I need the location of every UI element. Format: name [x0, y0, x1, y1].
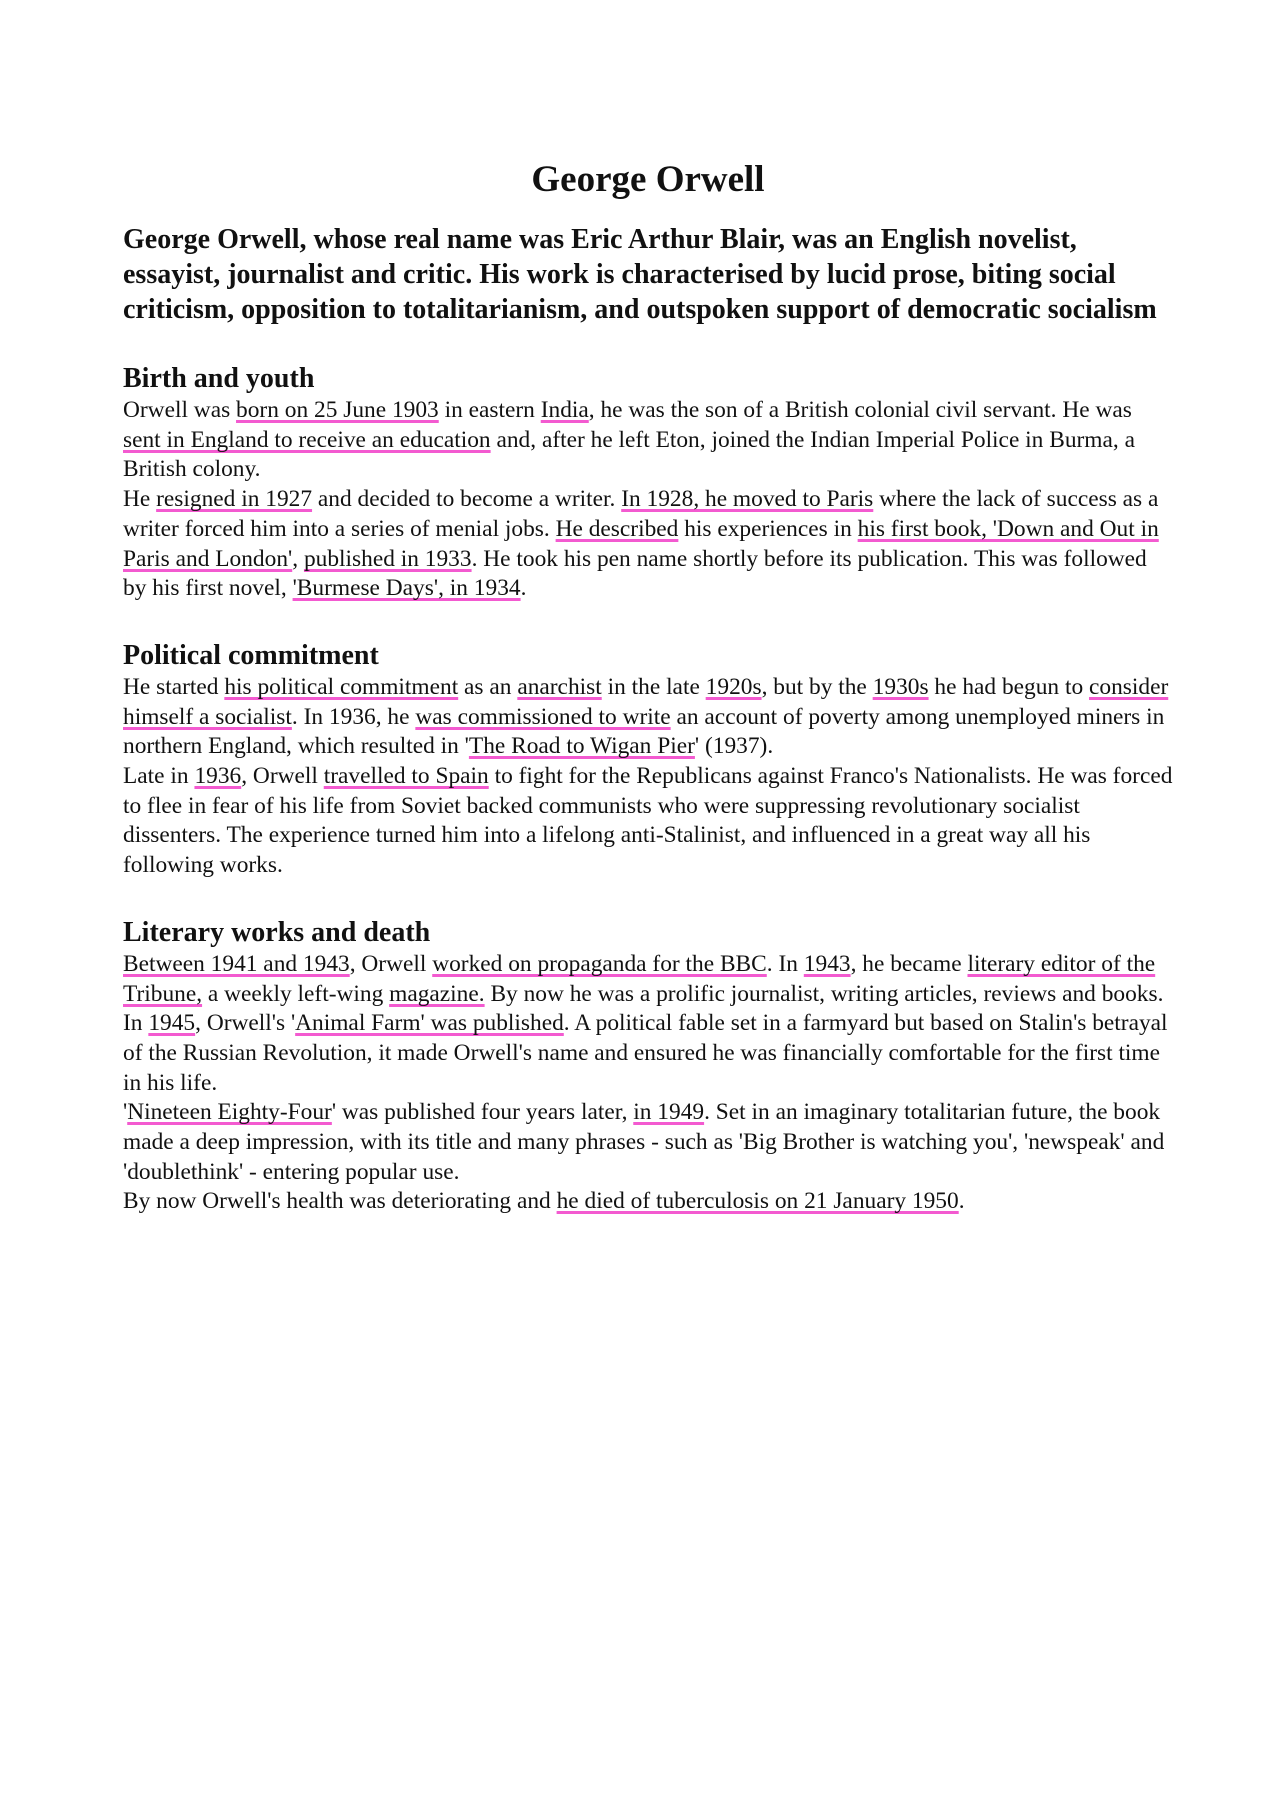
highlighted-phrase: resigned in 1927	[156, 486, 313, 513]
text-run: in the late	[601, 673, 706, 700]
text-run: , Orwell	[349, 950, 433, 977]
body-paragraph	[123, 1187, 1173, 1217]
highlighted-phrase: anarchist	[517, 673, 602, 700]
highlighted-phrase: Animal Farm' was published	[295, 1010, 564, 1037]
highlighted-phrase: his political commitment	[224, 673, 459, 700]
text-run: . A political fable set in a farmyard but based on Stalin's betrayal of the Russian Revolution, it made Orwell's name and ensured he was financially comfortable for the first time in his life.	[123, 1010, 1168, 1096]
text-run: ' (1937).	[694, 733, 774, 760]
document-page	[123, 150, 1173, 1217]
section-heading: Birth and youth	[123, 363, 315, 394]
highlighted-phrase: 'Burmese Days', in 1934	[292, 575, 521, 602]
text-run: . In 1936, he	[291, 703, 416, 730]
section	[123, 915, 1173, 1217]
highlighted-phrase: travelled to Spain	[323, 763, 489, 790]
highlighted-phrase: Between 1941 and 1943	[123, 950, 350, 977]
text-run: he had begun to	[928, 673, 1090, 700]
body-paragraph	[123, 1009, 1173, 1098]
text-run: ' was published four years later,	[331, 1099, 634, 1126]
body-paragraph	[123, 673, 1173, 762]
highlighted-phrase: worked on propaganda for the BBC	[432, 950, 767, 977]
highlighted-phrase: He described	[555, 515, 679, 542]
text-run: , Orwell's '	[195, 1010, 296, 1037]
section-heading: Political commitment	[123, 639, 379, 671]
text-run: , Orwell	[241, 763, 324, 790]
highlighted-phrase: sent in England to receive an education	[123, 426, 491, 453]
highlighted-phrase: magazine.	[389, 980, 485, 1007]
text-run: . He took his pen name shortly before its publication. This was followed by his first novel,	[123, 545, 1147, 602]
highlighted-phrase: 1936	[194, 763, 242, 790]
text-run: .	[520, 575, 527, 602]
page-title: George Orwell	[531, 159, 765, 200]
highlighted-phrase: 1930s	[872, 673, 929, 700]
body-paragraph	[123, 396, 1173, 485]
body-paragraph	[123, 1098, 1173, 1187]
text-run: in eastern	[438, 397, 541, 423]
sections-container	[123, 361, 1173, 1217]
text-run: He started	[123, 673, 225, 700]
text-run: Orwell was	[123, 397, 237, 423]
text-run: ,	[292, 545, 304, 572]
highlighted-phrase: consider himself a socialist	[123, 673, 1169, 730]
text-run: an account of poverty among unemployed miners in northern England, which resulted in '	[123, 703, 1165, 760]
highlighted-phrase: 1943	[803, 950, 851, 977]
text-run: He	[123, 486, 157, 513]
body-paragraph	[123, 950, 1173, 1009]
text-run: and, after he left Eton, joined the Indian Imperial Police in Burma, a British colony.	[123, 426, 1135, 483]
highlighted-phrase: literary editor of the Tribune,	[123, 950, 1156, 1007]
text-run: , but by the	[761, 673, 873, 700]
text-run: In	[123, 1010, 149, 1037]
text-run: .	[958, 1188, 965, 1215]
highlighted-phrase: published in 1933	[303, 545, 472, 572]
body-paragraph	[123, 762, 1173, 881]
text-run: , he was the son of a British colonial civil servant. He was	[588, 397, 1132, 423]
section	[123, 361, 1173, 604]
highlighted-phrase: In 1928, he moved to Paris	[621, 486, 874, 513]
text-run: a weekly left-wing	[202, 980, 390, 1007]
text-run: as an	[458, 673, 518, 700]
text-run: his experiences in	[678, 515, 858, 542]
body-paragraph	[123, 485, 1173, 604]
highlighted-phrase: was commissioned to write	[415, 703, 671, 730]
text-run: . Set in an imaginary totalitarian future, the book made a deep impression, with its title and many phrases - such as 'Big Brother is watching you', 'newspeak' and 'doublethink' - entering popular use.	[123, 1099, 1165, 1185]
section	[123, 638, 1173, 881]
text-run: . In	[766, 950, 804, 977]
highlighted-phrase: born on 25 June 1903	[236, 397, 439, 423]
text-run: By now he was a prolific journalist, writing articles, reviews and books.	[484, 980, 1164, 1007]
text-run: '	[123, 1099, 128, 1126]
highlighted-phrase: in 1949	[633, 1099, 705, 1126]
text-run: and decided to become a writer.	[312, 486, 622, 513]
text-run: to fight for the Republicans against Franco's Nationalists. He was forced to flee in fear of his life from Soviet backed communists who were suppressing revolutionary socialist dissenters. The experience turned him into a lifelong anti-Stalinist, and influenced in a great way all his following works.	[123, 763, 1173, 879]
highlighted-phrase: he died of tuberculosis on 21 January 1950	[556, 1188, 959, 1215]
text-run: , he became	[850, 950, 968, 977]
highlighted-phrase: his first book, 'Down and Out in Paris and London'	[123, 515, 1159, 572]
highlighted-phrase: 1945	[148, 1010, 196, 1037]
text-run: By now Orwell's health was deteriorating and	[123, 1188, 557, 1215]
highlighted-phrase: Nineteen Eighty-Four	[127, 1099, 332, 1126]
highlighted-phrase: India	[540, 397, 589, 423]
text-run: where the lack of success as a writer forced him into a series of menial jobs.	[123, 486, 1159, 542]
highlighted-phrase: The Road to Wigan Pier	[468, 733, 695, 760]
section-heading: Literary works and death	[123, 916, 431, 948]
lead-paragraph: George Orwell, whose real name was Eric Arthur Blair, was an English novelist, essayist, journalist and critic. His work is characterised by lucid prose, biting social criticism, opposition to totalitarianism, and outspoken support of democratic socialism	[123, 224, 1157, 325]
text-run: Late in	[123, 763, 195, 790]
highlighted-phrase: 1920s	[705, 673, 762, 700]
